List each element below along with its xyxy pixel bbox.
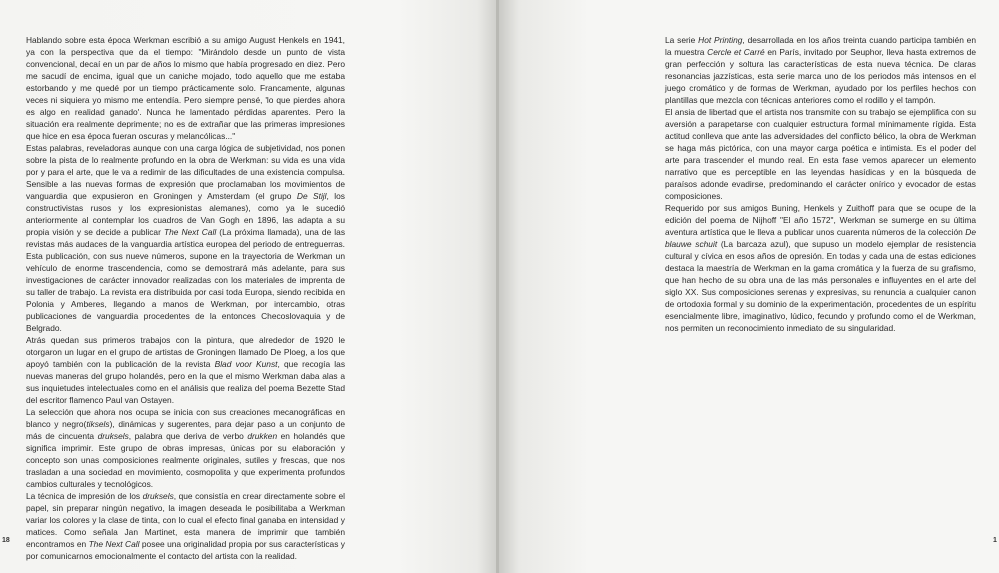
italic-text-run: De Stijl (296, 191, 327, 201)
paragraph (665, 106, 976, 202)
text-run: El ansia de libertad que el artista nos transmite con su trabajo se ejemplifica con su aversión a parapetarse con cualquier estructura formal mínimamente rígida. Esta actitud conlleva que ante las adversidades del conflicto bélico, la obra de Werkman se haga más pictórica, con una mayor carga poética e intimista. Es el poder del arte para trascender el mundo real. En esta fase vemos aparecer un elemento narrativo que es perceptible en las leyendas hasídicas y en la búsqueda de paraísos adonde evadirse, predominando el carácter onírico y evocador de estas composiciones. (665, 107, 976, 201)
text-run: Hablando sobre esta época Werkman escribió a su amigo August Henkels en 1941, ya con la perspectiva que da el tiempo: "Mirándolo desde un punto de vista convencional, decaí en un par de años lo mismo que había progresado en diez. Pero me sacudí de encima, igual que un caniche mojado, todo aquello que me estaba estorbando y me quedé por un tiempo prácticamente solo. Francamente, algunas veces ni siquiera yo mismo me entendía. Pero siempre pensé, 'lo que pierdes ahora es algo en realidad ganado'. Nunca he lamentado pérdidas aparentes. Pero la situación era realmente deprimente; no es de extrañar que las primeras impresiones que hice en esa época fueran oscuras y melancólicas..." (26, 35, 345, 141)
text-run: La serie (665, 35, 699, 45)
italic-text-run: Blad voor Kunst (214, 359, 278, 369)
left-page-number: 18 (2, 537, 10, 544)
paragraph (26, 406, 345, 490)
italic-text-run: The Next Call (88, 539, 140, 549)
text-run: , palabra que deriva de verbo (128, 431, 248, 441)
text-run: (La barcaza azul), que supuso un modelo ejemplar de resistencia cultural y cívica en esos años de opresión. En todas y cada una de estas ediciones destaca la maestría de Werkman en la gama cromática y la fuerza de su grafismo, que han hecho de su obra una de las más personales e influyentes en el arte del siglo XX. Sus composiciones serenas y expresivas, su renuncia a cualquier canon de ortodoxia formal y su dominio de la experimentación, procedentes de un espíritu esencialmente libre, imaginativo, lúdico, fecundo y profundo como el de Werkman, nos permiten un reconocimiento inmediato de su singularidad. (665, 239, 977, 333)
left-page (0, 0, 497, 573)
paragraph (665, 202, 976, 334)
text-run: Estas palabras, reveladoras aunque con una carga lógica de subjetividad, nos ponen sobre la pista de lo realmente profundo en la obra de Werkman: su vida es una vida por y para el arte, que le va a redimir de las dificultades de una existencia compulsa. Sensible a las nuevas formas de expresión que proclamaban los movimientos de vanguardia que expusieron en Groningen y Amsterdam (el grupo (26, 143, 345, 201)
text-run: , los constructivistas rusos y los expresionistas alemanes), como ya le sucedió anteriormente al contemplar los cuadros de Van Gogh en 1896, las adapta a su propia visión y se decide a publicar (26, 191, 345, 237)
text-run: , que recogía las nuevas maneras del grupo holandés, pero en la que el mismo Werkman daba alas a sus inquietudes intelectuales como en el análisis que realiza del poema Bezette Stad del escritor flamenco Paul van Ostayen. (26, 359, 346, 405)
text-run: Requerido por sus amigos Buning, Henkels y Zuithoff para que se ocupe de la edición del poema de Nijhoff "El año 1572", Werkman se sumerge en su última aventura artística que le lleva a publicar unos cuarenta números de la colección (665, 203, 976, 237)
italic-text-run: De blauwe schuit (665, 227, 976, 249)
paragraph (665, 34, 976, 106)
text-run: posee una originalidad propia por sus características y por comunicarnos emocionalmente el contacto del artista con la realidad. (26, 539, 345, 561)
text-run: ), dinámicas y sugerentes, para dejar paso a un conjunto de más de cincuenta (26, 419, 345, 441)
italic-text-run: The Next Call (163, 227, 217, 237)
paragraph (26, 490, 345, 562)
right-page-text (665, 34, 976, 334)
text-run: en holandés que significa imprimir. Este grupo de obras impresas, únicas por su elaboración y concepto son unas composiciones realmente originales, sutiles y frescas, que nos trasladan a una sociedad en movimiento, cosmopolita y que experimenta profundos cambios culturales y tecnológicos. (26, 431, 345, 489)
text-run: La selección que ahora nos ocupa se inicia con sus creaciones mecanográficas en blanco y negro( (26, 407, 345, 429)
paragraph (26, 142, 345, 334)
text-run: , que consistía en crear directamente sobre el papel, sin preparar ningún negativo, la imagen deseada le posibilitaba a Werkman variar los colores y la clase de tinta, con lo cual el efecto final ganaba en intensidad y matices. Como señala Jan Martinet, esta manera de imprimir que también encontramos en (26, 491, 345, 549)
text-run: en París, invitado por Seuphor, lleva hasta extremos de gran perfección y soltura las características de esta nueva técnica. De claras resonancias jazzísticas, esta serie marca uno de los periodos más intensos en el juego cromático y de formas de Werkman, ayudado por los perfiles hechos con plantillas que mezcla con técnicas anteriores como el rodillo y el tampón. (665, 47, 976, 105)
italic-text-run: druksels (142, 491, 174, 501)
text-run: La técnica de impresión de los (26, 491, 143, 501)
italic-text-run: druksels (97, 431, 129, 441)
italic-text-run: Cercle et Carré (707, 47, 765, 57)
right-page-number: 1 (993, 537, 997, 544)
paragraph (26, 34, 345, 142)
left-page-text (26, 34, 345, 562)
italic-text-run: Hot Printing (698, 35, 743, 45)
text-run: (La próxima llamada), una de las revistas más audaces de la vanguardia artística europea del periodo de entreguerras. Esta publicación, con sus nueve números, supone en la trayectoria de Werkman un vehículo de enorme trascendencia, como se demostrará más adelante, para sus investigaciones de carácter innovador realizadas con los materiales de imprenta de su taller de trabajo. La revista era distribuida por casi toda Europa, siendo recibida en Polonia y Amberes, llegando a manos de Werkman, por intercambio, otras publicaciones de vanguardia procedentes de la entonces Checoslovaquia y de Belgrado. (26, 227, 346, 333)
text-run: , desarrollada en los años treinta cuando participa también en la muestra (665, 35, 977, 57)
right-page (499, 0, 999, 573)
paragraph (26, 334, 345, 406)
italic-text-run: drukken (247, 431, 278, 441)
text-run: Atrás quedan sus primeros trabajos con la pintura, que alrededor de 1920 le otorgaron un lugar en el grupo de artistas de Groningen llamado De Ploeg, a los que apoyó también con la publicación de la revista (26, 335, 345, 369)
italic-text-run: tiksels (86, 419, 110, 429)
